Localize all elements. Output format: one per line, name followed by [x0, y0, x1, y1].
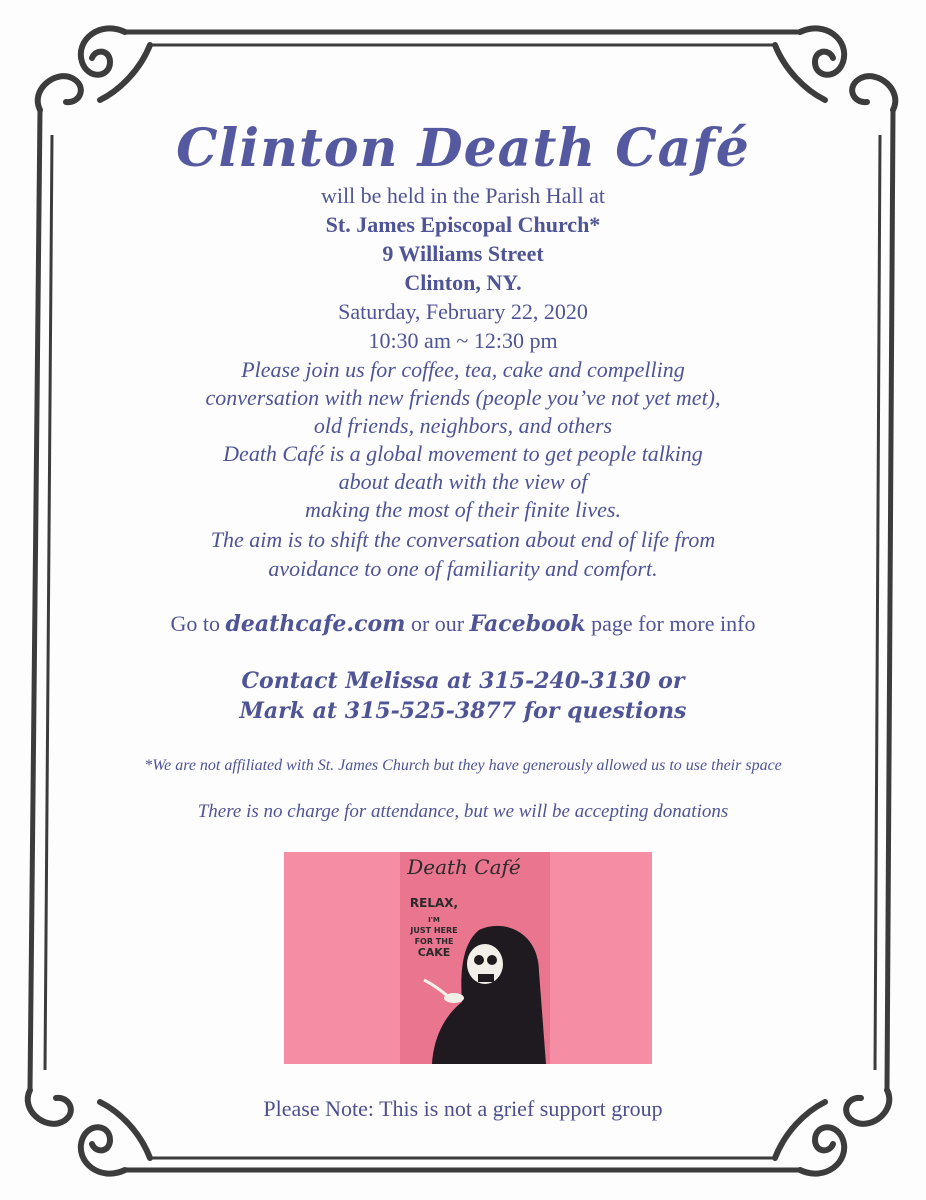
info-suffix: page for more info	[585, 611, 756, 636]
image-line: I'M	[428, 916, 440, 924]
image-line: RELAX,	[409, 896, 459, 910]
death-cafe-image	[284, 852, 652, 1064]
description-line: avoidance to one of familiarity and comfort.	[268, 556, 658, 581]
description-line: The aim is to shift the conversation about end of life from	[210, 527, 716, 552]
event-time: 10:30 am ~ 12:30 pm	[368, 328, 558, 353]
facebook-link[interactable]: Facebook	[469, 611, 586, 637]
grief-note: Please Note: This is not a grief support group	[263, 1096, 663, 1121]
intro-text: will be held in the Parish Hall at	[320, 183, 606, 208]
disclaimer-text: *We are not affiliated with St. James Church but they have generously allowed us to use their space	[144, 757, 782, 774]
description-line: making the most of their finite lives.	[305, 497, 621, 522]
website-link[interactable]: deathcafe.com	[225, 611, 406, 637]
event-date: Saturday, February 22, 2020	[338, 299, 588, 324]
description-line: old friends, neighbors, and others	[313, 413, 613, 438]
description-line: Please join us for coffee, tea, cake and compelling	[241, 357, 685, 382]
description-line: conversation with new friends (people you’ve not yet met),	[205, 385, 721, 410]
more-info-line	[0, 611, 926, 637]
image-brand: Death Café	[407, 855, 521, 879]
image-line: CAKE	[417, 946, 451, 959]
venue-name: St. James Episcopal Church*	[325, 212, 601, 237]
description-line: Death Café is a global movement to get people talking	[223, 441, 703, 466]
image-line: JUST HERE	[410, 926, 458, 935]
contact-line: Contact Melissa at 315-240-3130 or	[241, 668, 685, 694]
venue-city: Clinton, NY.	[404, 270, 522, 295]
info-prefix: Go to	[170, 611, 226, 636]
venue-street: 9 Williams Street	[382, 241, 544, 266]
flyer-title: Clinton Death Café	[176, 118, 750, 179]
description-line: about death with the view of	[338, 469, 588, 494]
image-line: FOR THE	[414, 937, 454, 946]
contact-line: Mark at 315-525-3877 for questions	[239, 698, 687, 724]
donations-text: There is no charge for attendance, but we will be accepting donations	[197, 801, 729, 822]
info-middle: or our	[405, 611, 470, 636]
